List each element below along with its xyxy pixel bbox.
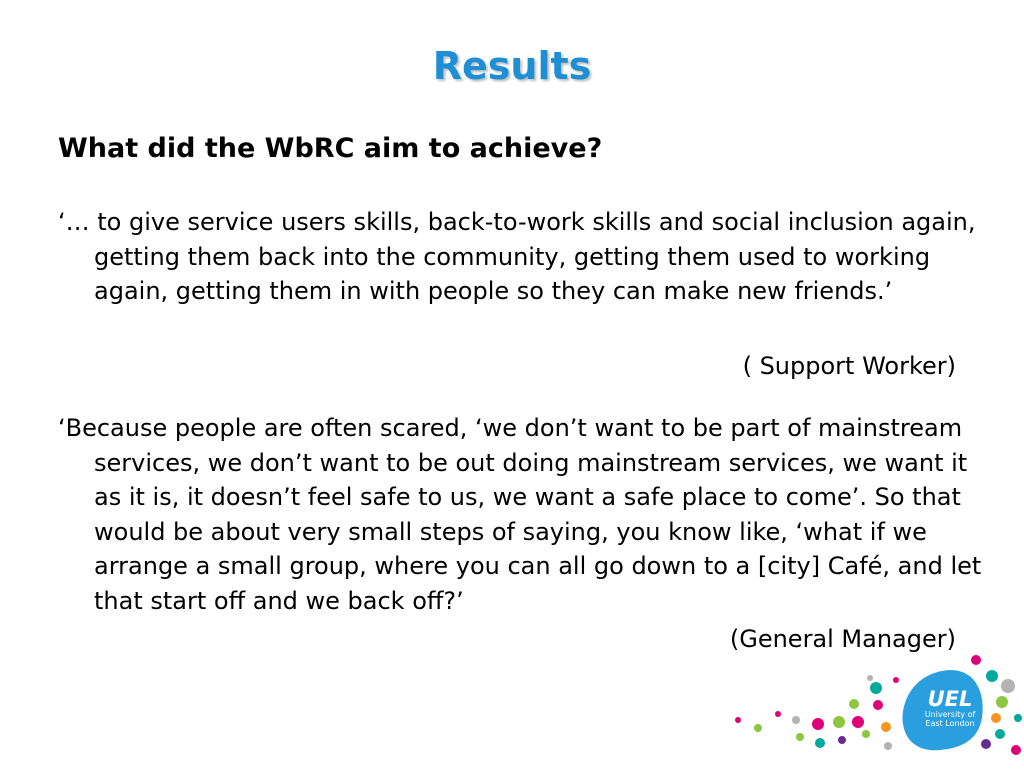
- attribution-support-worker: ( Support Worker): [742, 352, 956, 380]
- quote-general-manager: ‘Because people are often scared, ‘we don’t want to be part of mainstream services, we don’t want to be out doing mainstream services, we want it as it is, it doesn’t feel safe to us, we want a safe place to come’. So that would be about very small steps of saying, you know like, ‘what if we arrange a small group, where you can all go down to a [city] Café, and let that start off and we back off?’: [58, 414, 982, 615]
- logo-line1: University of: [924, 710, 976, 719]
- slide-title: Results: [432, 44, 592, 88]
- uel-logo-area: [700, 640, 1024, 768]
- logo-abbr: UEL: [927, 687, 973, 711]
- uel-logo: [915, 688, 985, 728]
- logo-line2: East London: [925, 719, 975, 728]
- attribution-general-manager: (General Manager): [729, 625, 956, 653]
- slide-subtitle: What did the WbRC aim to achieve?: [58, 133, 603, 164]
- quote-support-worker: ‘… to give service users skills, back-to-work skills and social inclusion again, getting them back into the community, getting them used to working again, getting them in with people so they can make new friends.’: [58, 208, 976, 305]
